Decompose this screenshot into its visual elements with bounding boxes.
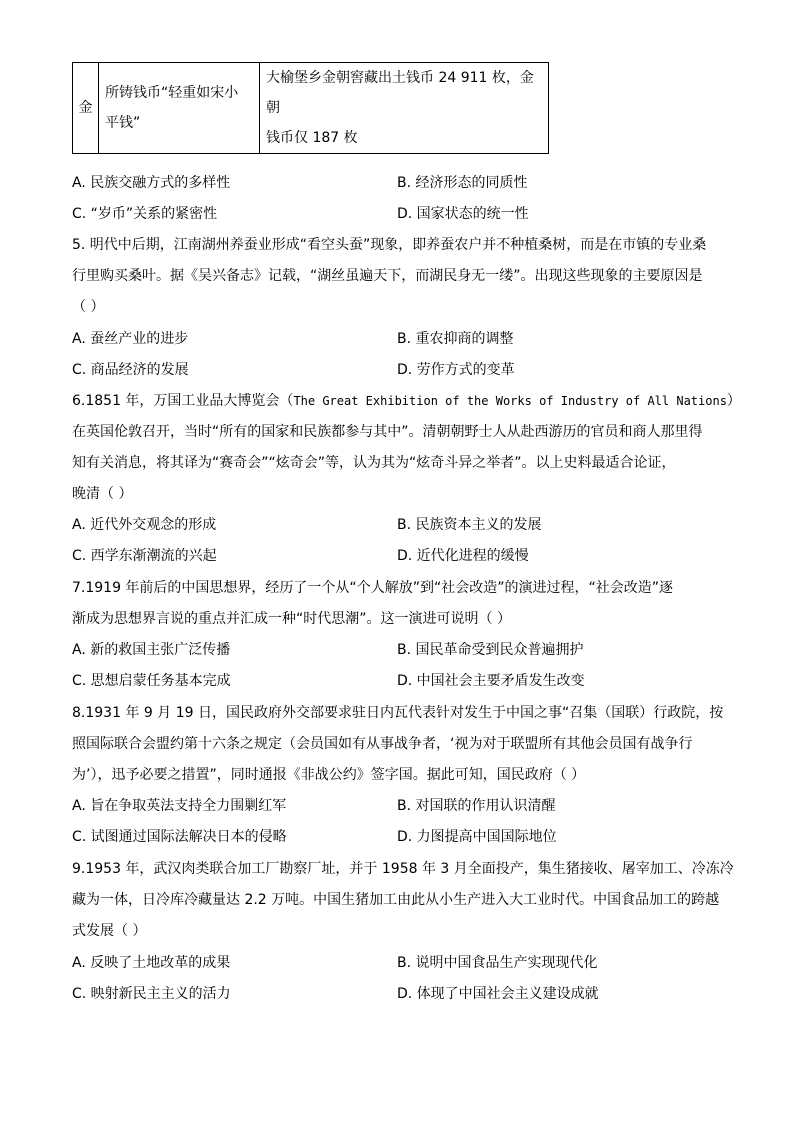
dynasty-cell xyxy=(73,63,99,154)
coin-find-cell xyxy=(260,63,549,154)
q9-stem-line: 藏为一体，日冷库冷藏量达 2.2 万吨。中国生猪加工由此从小生产进入大工业时代。中国食品加工的跨越 xyxy=(72,892,720,908)
q6-option-c[interactable]: C. 西学东渐潮流的兴起 xyxy=(72,548,217,564)
q9-option-c[interactable]: C. 映射新民主主义的活力 xyxy=(72,986,231,1002)
q7-option-b[interactable]: B. 国民革命受到民众普遍拥护 xyxy=(397,642,584,658)
q9-option-d[interactable]: D. 体现了中国社会主义建设成就 xyxy=(397,986,599,1002)
q6-stem-english: The Great Exhibition of the Works of Industry of All Nations xyxy=(293,394,727,408)
q4-option-a[interactable]: A. 民族交融方式的多样性 xyxy=(72,175,231,191)
coin-table xyxy=(72,62,549,154)
coin-find-line: 大榆堡乡金朝窖藏出土钱币 24 911 枚，金朝 xyxy=(266,70,534,116)
q7-stem-line: 7.1919 年前后的中国思想界，经历了一个从“个人解放”到“社会改造”的演进过程，“社会改造”逐 xyxy=(72,580,673,596)
q6-stem-line: 在英国伦敦召开，当时“所有的国家和民族都参与其中”。清朝朝野士人从赴西游历的官员和商人那里得 xyxy=(72,424,703,440)
q8-stem-line: 8.1931 年 9 月 19 日，国民政府外交部要求驻日内瓦代表针对发生于中国之事“召集（国联）行政院，按 xyxy=(72,705,724,721)
q7-stem-line: 渐成为思想界言说的重点并汇成一种“时代思潮”。这一演进可说明（ ） xyxy=(72,611,511,627)
q8-option-d[interactable]: D. 力图提高中国国际地位 xyxy=(397,829,557,845)
table-row xyxy=(73,63,549,154)
q5-option-a[interactable]: A. 蚕丝产业的进步 xyxy=(72,331,189,347)
q5-stem-line: （ ） xyxy=(72,299,105,315)
q6-stem-line xyxy=(72,391,741,411)
q8-stem-line: 为’），迅予必要之措置”，同时通报《非战公约》签字国。据此可知，国民政府（ ） xyxy=(72,767,586,783)
q5-option-b[interactable]: B. 重农抑商的调整 xyxy=(397,331,514,347)
q7-option-c[interactable]: C. 思想启蒙任务基本完成 xyxy=(72,673,231,689)
q4-option-d[interactable]: D. 国家状态的统一性 xyxy=(397,206,529,222)
q6-option-b[interactable]: B. 民族资本主义的发展 xyxy=(397,517,542,533)
q6-stem-prefix: 6.1851 年，万国工业品大博览会（ xyxy=(72,393,294,409)
q6-stem-suffix: ） xyxy=(726,393,741,409)
q8-option-a[interactable]: A. 旨在争取英法支持全力围剿红军 xyxy=(72,798,287,814)
dynasty-label: 金 xyxy=(78,100,93,116)
q7-option-a[interactable]: A. 新的救国主张广泛传播 xyxy=(72,642,231,658)
q9-option-b[interactable]: B. 说明中国食品生产实现现代化 xyxy=(397,955,598,971)
coin-description-line: 所铸钱币“轻重如宋小 xyxy=(105,85,239,101)
q7-option-d[interactable]: D. 中国社会主要矛盾发生改变 xyxy=(397,673,585,689)
q6-option-d[interactable]: D. 近代化进程的缓慢 xyxy=(397,548,529,564)
q5-stem-line: 行里购买桑叶。据《吴兴备志》记载，“湖丝虽遍天下，而湖民身无一缕”。出现这些现象的主要原因是 xyxy=(72,268,703,284)
q6-stem-line: 晚清（ ） xyxy=(72,486,133,502)
q9-option-a[interactable]: A. 反映了土地改革的成果 xyxy=(72,955,231,971)
q8-option-c[interactable]: C. 试图通过国际法解决日本的侵略 xyxy=(72,829,287,845)
coin-description-line: 平钱” xyxy=(105,115,141,131)
q8-stem-line: 照国际联合会盟约第十六条之规定（会员国如有从事战争者，‘视为对于联盟所有其他会员国有战争行 xyxy=(72,736,693,752)
q5-option-d[interactable]: D. 劳作方式的变革 xyxy=(397,362,515,378)
q9-stem-line: 9.1953 年，武汉肉类联合加工厂勘察厂址，并于 1958 年 3 月全面投产，集生猪接收、屠宰加工、冷冻冷 xyxy=(72,861,734,877)
q5-stem-line: 5. 明代中后期，江南湖州养蚕业形成“看空头蚕”现象，即养蚕农户并不种植桑树，而是在市镇的专业桑 xyxy=(72,237,707,253)
q6-option-a[interactable]: A. 近代外交观念的形成 xyxy=(72,517,217,533)
q6-stem-line: 知有关消息，将其译为“赛奇会”“炫奇会”等，认为其为“炫奇斗异之举者”。以上史料最适合论证， xyxy=(72,455,676,471)
q4-option-b[interactable]: B. 经济形态的同质性 xyxy=(397,175,528,191)
q8-option-b[interactable]: B. 对国联的作用认识清醒 xyxy=(397,798,556,814)
q5-option-c[interactable]: C. 商品经济的发展 xyxy=(72,362,189,378)
coin-description-cell xyxy=(99,63,260,154)
q4-option-c[interactable]: C. “岁币”关系的紧密性 xyxy=(72,206,218,222)
q9-stem-line: 式发展（ ） xyxy=(72,923,147,939)
coin-find-line: 钱币仅 187 枚 xyxy=(266,130,358,146)
